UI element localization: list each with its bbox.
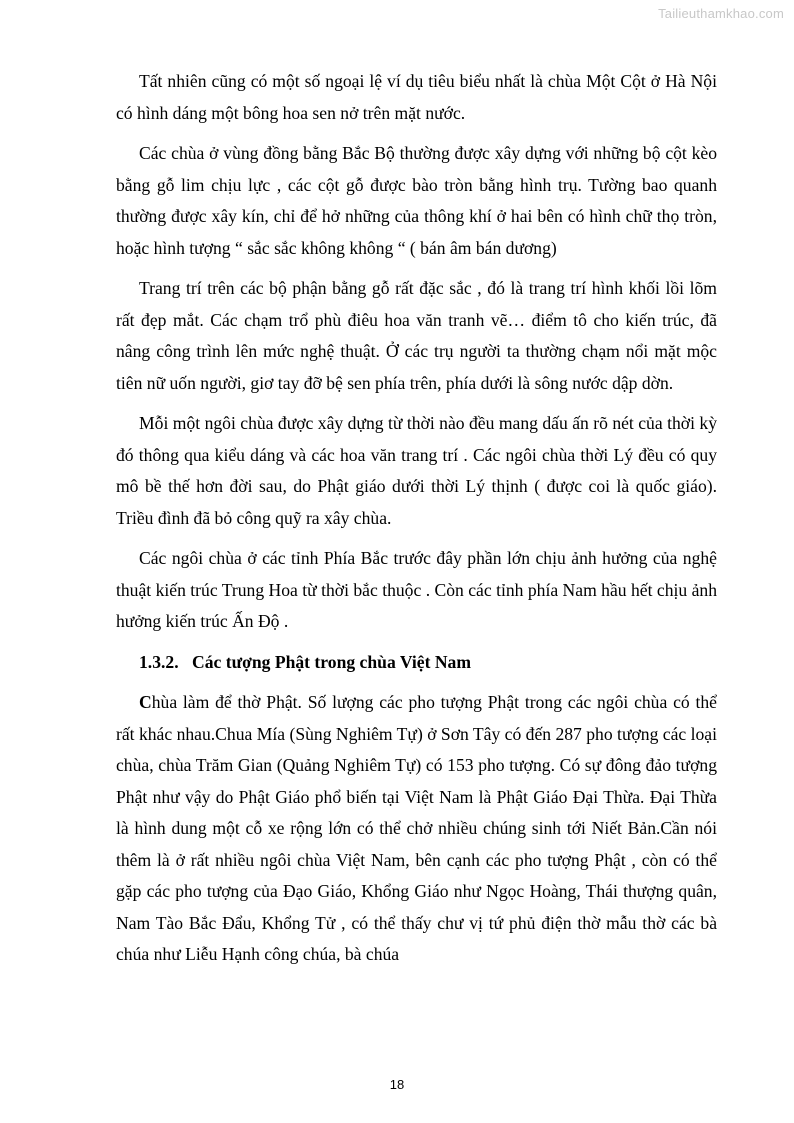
first-letter: C — [139, 692, 152, 712]
paragraph-2: Các chùa ở vùng đồng bằng Bắc Bộ thường được xây dựng với những bộ cột kèo bằng gỗ lim chịu lực , các cột gỗ được bào tròn bằng hình trụ. Tường bao quanh thường được xây kín, chỉ để hở những của thông khí ở hai bên có hình chữ thọ tròn, hoặc hình tượng “ sắc sắc không không “ ( bán âm bán dương) — [116, 143, 717, 258]
paragraph-5: Các ngôi chùa ở các tỉnh Phía Bắc trước đây phần lớn chịu ảnh hưởng của nghệ thuật kiến trúc Trung Hoa từ thời bắc thuộc . Còn các tỉnh phía Nam hầu hết chịu ảnh hưởng kiến trúc Ấn Độ . — [116, 548, 717, 631]
paragraph-3: Trang trí trên các bộ phận bằng gỗ rất đặc sắc , đó là trang trí hình khối lồi lõm rất đẹp mắt. Các chạm trổ phù điêu hoa văn tranh vẽ… điểm tô cho kiến trúc, đã nâng công trình lên mức nghệ thuật. Ở các trụ người ta thường chạm nổi mặt mộc tiên nữ uốn người, giơ tay đỡ bệ sen phía trên, phía dưới là sông nước dập dờn. — [116, 278, 717, 393]
paragraph-4: Mỗi một ngôi chùa được xây dựng từ thời nào đều mang dấu ấn rõ nét của thời kỳ đó thông qua kiểu dáng và các hoa văn trang trí . Các ngôi chùa thời Lý đều có quy mô bề thế hơn đời sau, do Phật giáo dưới thời Lý thịnh ( được coi là quốc giáo). Triều đình đã bỏ công quỹ ra xây chùa. — [116, 413, 717, 528]
paragraph-6 — [116, 687, 717, 971]
section-heading — [116, 647, 717, 679]
section-number: 1.3.2. — [139, 651, 179, 672]
paragraph-6-text: hùa làm để thờ Phật. Số lượng các pho tượng Phật trong các ngôi chùa có thể rất khác nhau.Chua Mía (Sùng Nghiêm Tự) ở Sơn Tây có đến 287 pho tượng các loại chùa, chùa Trăm Gian (Quảng Nghiêm Tự) có 153 pho tượng. Có sự đông đảo tượng Phật như vậy do Phật Giáo phổ biến tại Việt Nam là Phật Giáo Đại Thừa. Đại Thừa là hình dung một cỗ xe rộng lớn có thể chở nhiều chúng sinh tới Niết Bản.Cần nói thêm là ở rất nhiều ngôi chùa Việt Nam, bên cạnh các pho tượng Phật , còn có thể gặp các pho tượng của Đạo Giáo, Khổng Giáo như Ngọc Hoàng, Thái thượng quân, Nam Tào Bắc Đẩu, Khổng Tử , có thể thấy chư vị tứ phủ điện thờ mẫu thờ các bà chúa như Liễu Hạnh công chúa, bà chúa — [116, 692, 717, 964]
paragraph-1: Tất nhiên cũng có một số ngoại lệ ví dụ tiêu biểu nhất là chùa Một Cột ở Hà Nội có hình dáng một bông hoa sen nở trên mặt nước. — [116, 71, 717, 123]
section-title: Các tượng Phật trong chùa Việt Nam — [192, 651, 471, 672]
document-body — [116, 66, 717, 980]
watermark: Tailieuthamkhao.com — [658, 6, 784, 21]
page-number: 18 — [389, 1077, 405, 1092]
